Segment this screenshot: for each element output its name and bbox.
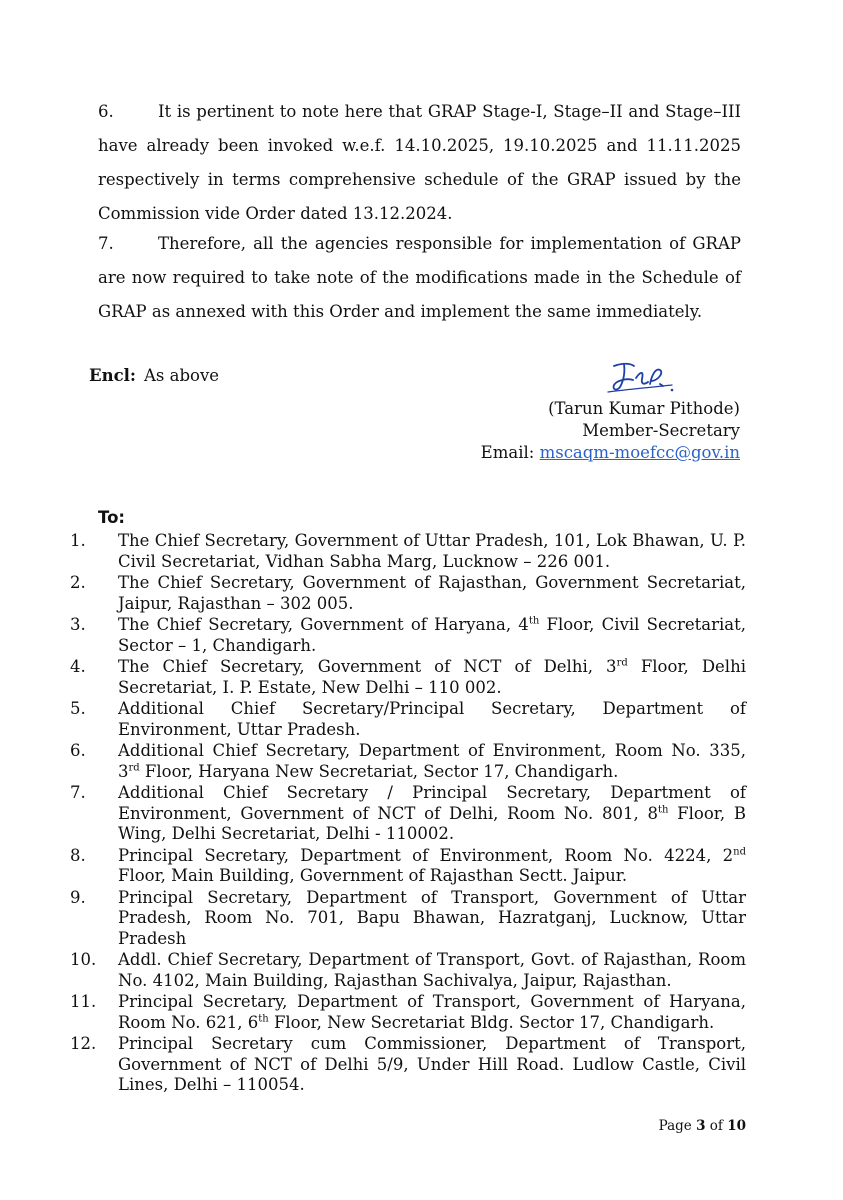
enclosure-label: Encl:	[89, 366, 136, 385]
paragraph-number: 6.	[98, 102, 114, 121]
recipients-heading: To:	[98, 508, 125, 527]
recipient-item	[0, 573, 843, 614]
page-footer	[659, 1118, 746, 1134]
recipient-address	[118, 657, 746, 698]
recipient-item	[0, 992, 843, 1033]
recipient-address	[118, 950, 746, 991]
recipient-number: 2.	[70, 573, 86, 592]
address-text: The Chief Secretary, Government of Uttar Pradesh, 101, Lok Bhawan, U. P. Civil Secretariat, Vidhan Sabha Marg, Lucknow – 226 001.	[118, 531, 746, 571]
recipient-item	[0, 657, 843, 698]
recipient-number: 3.	[70, 615, 86, 634]
paragraph-7	[98, 227, 741, 329]
address-text: The Chief Secretary, Government of Haryana, 4	[118, 615, 529, 634]
address-text: Additional Chief Secretary / Principal Secretary, Department of Environment, Government of NCT of Delhi, Room No. 801, 8	[118, 783, 746, 823]
address-text: The Chief Secretary, Government of Rajasthan, Government Secretariat, Jaipur, Rajasthan – 302 005.	[118, 573, 746, 613]
recipient-number: 11.	[70, 992, 97, 1011]
recipient-item	[0, 531, 843, 572]
recipient-item	[0, 888, 843, 950]
email-label: Email:	[480, 443, 535, 462]
recipient-item	[0, 615, 843, 656]
page-current: 3	[696, 1118, 706, 1134]
paragraph-6	[98, 95, 741, 231]
recipient-number: 1.	[70, 531, 86, 550]
paragraph-number: 7.	[98, 234, 114, 253]
address-text: Principal Secretary cum Commissioner, Department of Transport, Government of NCT of Delhi 5/9, Under Hill Road. Ludlow Castle, Civil Lines, Delhi – 110054.	[118, 1034, 746, 1094]
signatory-name: (Tarun Kumar Pithode)	[548, 399, 740, 418]
enclosure-line	[89, 364, 219, 388]
recipient-number: 6.	[70, 741, 86, 760]
address-text: Floor, Civil Secretariat, Sector – 1, Chandigarh.	[118, 615, 746, 655]
paragraph-text: It is pertinent to note here that GRAP Stage-I, Stage–II and Stage–III have already been invoked w.e.f. 14.10.2025, 19.10.2025 and 11.11.2025 respectively in terms comprehensive schedule of the GRAP issued by the Commission vide Order dated 13.12.2024.	[98, 102, 741, 223]
recipient-number: 9.	[70, 887, 86, 907]
recipient-address	[118, 615, 746, 656]
ordinal-suffix: nd	[733, 846, 746, 857]
recipient-item	[0, 741, 843, 782]
handwritten-signature	[600, 354, 690, 398]
signatory-block	[481, 398, 740, 464]
recipient-number: 5.	[70, 699, 86, 718]
recipient-address	[118, 846, 746, 887]
address-text: Floor, New Secretariat Bldg. Sector 17, Chandigarh.	[268, 1012, 715, 1032]
recipient-address	[118, 783, 746, 845]
recipient-number: 10.	[70, 950, 97, 969]
address-text: Floor, Haryana New Secretariat, Sector 17, Chandigarh.	[139, 761, 619, 781]
recipient-number: 4.	[70, 657, 86, 676]
recipient-number: 7.	[70, 783, 86, 802]
paragraph-text: Therefore, all the agencies responsible for implementation of GRAP are now required to take note of the modifications made in the Schedule of GRAP as annexed with this Order and implement the same immediately.	[98, 234, 741, 321]
ordinal-suffix: th	[258, 1013, 269, 1024]
ordinal-suffix: th	[528, 615, 540, 627]
page-label: Page	[658, 1118, 692, 1134]
address-text: Principal Secretary, Department of Transport, Government of Uttar Pradesh, Room No. 701, Bapu Bhawan, Hazratganj, Lucknow, Uttar Pradesh	[118, 887, 746, 948]
recipient-address	[118, 1034, 746, 1096]
recipient-item	[0, 699, 843, 740]
ordinal-suffix: rd	[616, 657, 628, 669]
address-text: Principal Secretary, Department of Transport, Government of Haryana, Room No. 621, 6	[118, 992, 746, 1032]
recipient-item	[0, 950, 843, 991]
recipient-number: 12.	[70, 1034, 97, 1053]
page-of-label: of	[709, 1118, 723, 1134]
recipient-number: 8.	[70, 845, 86, 865]
address-text: Additional Chief Secretary, Department of Environment, Room No. 335, 3	[118, 741, 746, 781]
address-text: Principal Secretary, Department of Environment, Room No. 4224, 2	[118, 845, 734, 865]
recipient-address	[118, 888, 746, 950]
recipient-item	[0, 1034, 843, 1096]
recipient-list	[0, 531, 843, 1097]
address-text: Floor, Main Building, Government of Rajasthan Sectt. Jaipur.	[118, 866, 628, 885]
ordinal-suffix: th	[657, 804, 669, 815]
address-text: Floor, B Wing, Delhi Secretariat, Delhi - 110002.	[118, 803, 746, 843]
ordinal-suffix: rd	[128, 762, 140, 773]
recipient-address	[118, 741, 746, 782]
address-text: The Chief Secretary, Government of NCT of Delhi, 3	[118, 657, 617, 676]
recipient-address	[118, 992, 746, 1033]
recipient-item	[0, 783, 843, 845]
page-total: 10	[727, 1118, 746, 1134]
email-link[interactable]: mscaqm-moefcc@gov.in	[539, 443, 740, 462]
address-text: Floor, Delhi Secretariat, I. P. Estate, New Delhi – 110 002.	[118, 657, 746, 697]
address-text: Additional Chief Secretary/Principal Secretary, Department of Environment, Uttar Pradesh.	[118, 699, 746, 739]
signatory-email-line	[481, 442, 740, 464]
recipient-address	[118, 699, 746, 740]
recipient-address	[118, 531, 746, 572]
address-text: Addl. Chief Secretary, Department of Transport, Govt. of Rajasthan, Room No. 4102, Main Building, Rajasthan Sachivalya, Jaipur, Rajasthan.	[118, 950, 746, 990]
signatory-designation: Member-Secretary	[582, 421, 740, 440]
recipient-item	[0, 846, 843, 887]
recipient-address	[118, 573, 746, 614]
enclosure-text: As above	[143, 366, 220, 385]
